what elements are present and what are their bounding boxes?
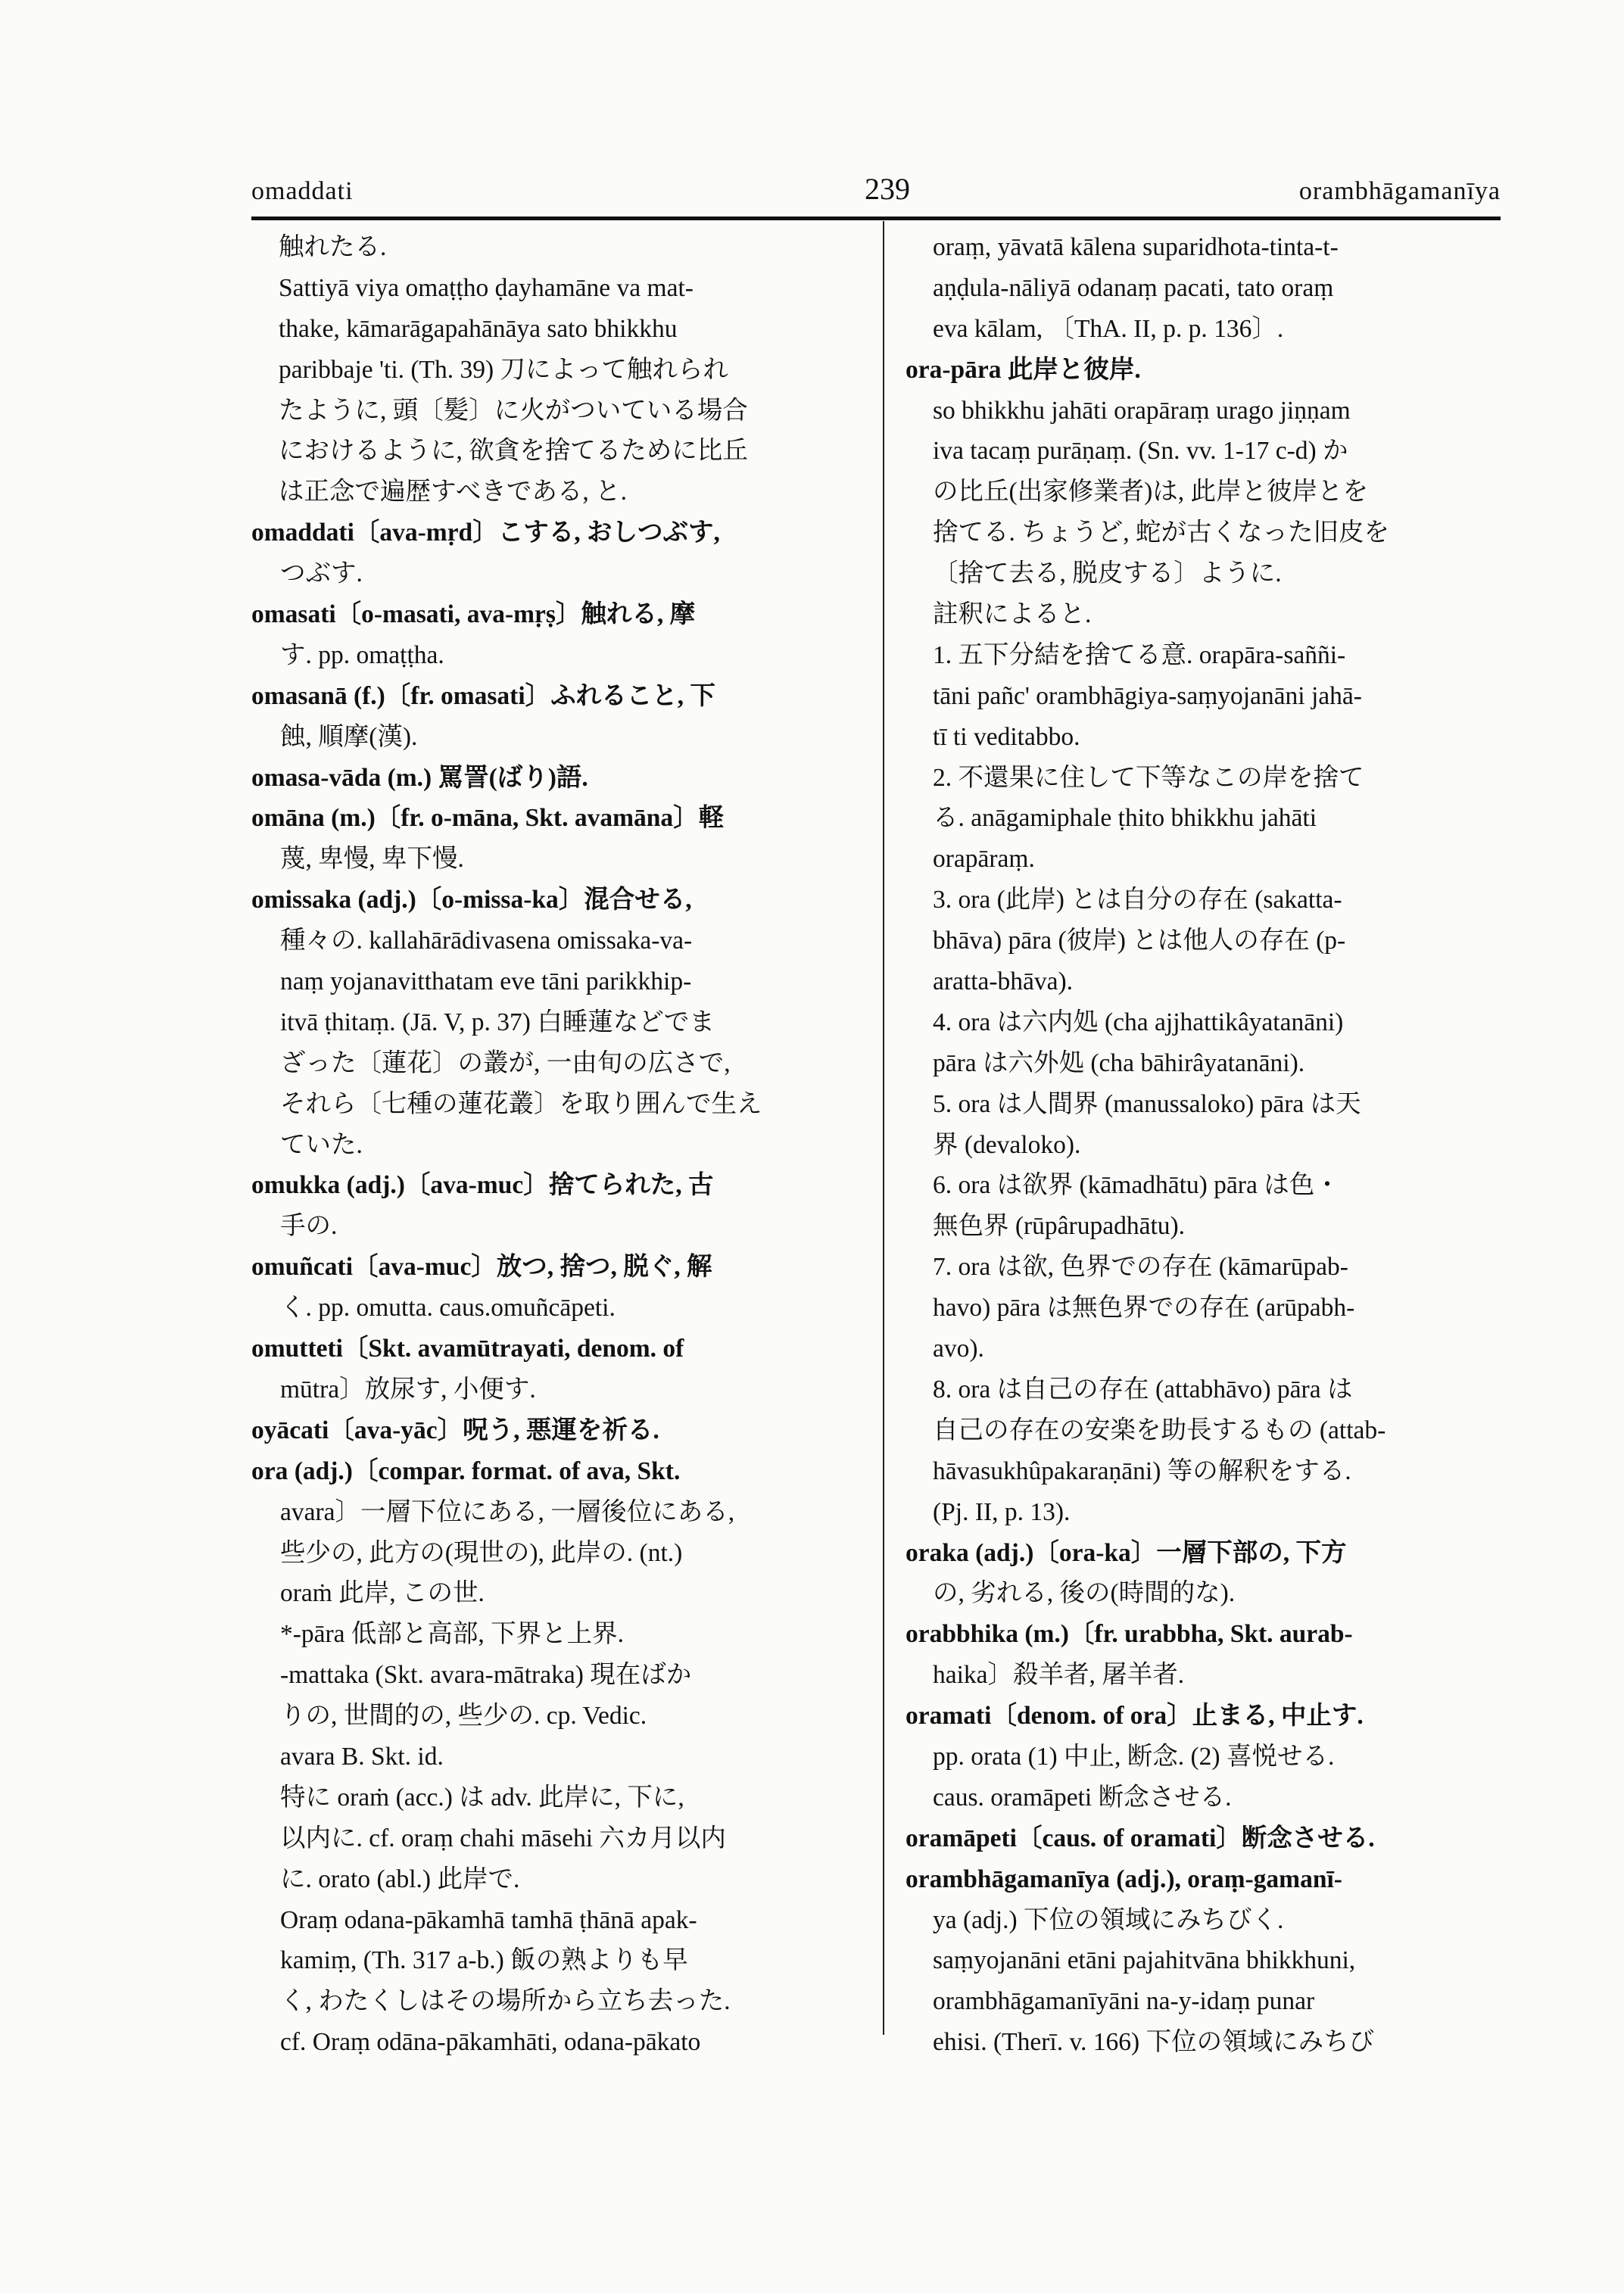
- entry-text-line: の, 劣れる, 後の(時間的な).: [933, 1579, 1236, 1608]
- left-running-headword: omaddati: [251, 177, 354, 205]
- entry-text-line: に. orato (abl.) 此岸で.: [280, 1865, 520, 1893]
- entry-text-line: cf. Oraṃ odāna-pākamhāti, odana-pākato: [280, 2028, 701, 2057]
- entry-text-line: 6. ora は欲界 (kāmadhātu) pāra は色・: [933, 1171, 1340, 1200]
- entry-headword-line: oramati〔denom. of ora〕止まる, 中止す.: [906, 1702, 1364, 1731]
- entry-headword-line: orambhāgamanīya (adj.), oraṃ-gamanī-: [906, 1865, 1342, 1893]
- entry-headword-line: omasa-vāda (m.) 罵詈(ばり)語.: [251, 763, 588, 792]
- column-divider: [883, 221, 884, 2035]
- right-running-headword: orambhāgamanīya: [1298, 177, 1501, 205]
- entry-text-line: caus. oramāpeti 断念させる.: [933, 1783, 1232, 1812]
- entry-headword-line: omukka (adj.)〔ava-muc〕捨てられた, 古: [251, 1171, 714, 1200]
- entry-text-line: 8. ora は自己の存在 (attabhāvo) pāra は: [933, 1375, 1353, 1404]
- page-number: 239: [865, 172, 910, 206]
- entry-headword-line: orabbhika (m.)〔fr. urabbha, Skt. aurab-: [906, 1620, 1353, 1649]
- entry-text-line: 註釈によると.: [933, 600, 1092, 629]
- entry-text-line: Oraṃ odana-pākamhā tamhā ṭhānā apak-: [280, 1905, 697, 1934]
- entry-headword-line: omuñcati〔ava-muc〕放つ, 捨つ, 脱ぐ, 解: [251, 1253, 712, 1282]
- entry-headword-line: ora-pāra 此岸と彼岸.: [906, 355, 1141, 384]
- right-column: [906, 227, 1501, 2063]
- entry-text-line: haika〕殺羊者, 屠羊者.: [933, 1661, 1185, 1690]
- entry-headword-line: omasanā (f.)〔fr. omasati〕ふれること, 下: [251, 681, 715, 710]
- entry-text-line: 捨てる. ちょうど, 蛇が古くなった旧皮を: [933, 519, 1389, 547]
- entry-text-line: thake, kāmarāgapahānāya sato bhikkhu: [279, 314, 678, 343]
- entry-headword-line: omissaka (adj.)〔o-missa-ka〕混合せる,: [251, 886, 692, 914]
- entry-text-line: pp. orata (1) 中止, 断念. (2) 喜悦せる.: [933, 1742, 1335, 1771]
- entry-text-line: 無色界 (rūpârupadhātu).: [933, 1212, 1186, 1241]
- left-column: [251, 227, 863, 2063]
- entry-text-line: 3. ora (此岸) とは自分の存在 (sakatta-: [933, 886, 1342, 914]
- entry-text-line: く. pp. omutta. caus.omuñcāpeti.: [280, 1294, 616, 1323]
- entry-headword-line: oraka (adj.)〔ora-ka〕一層下部の, 下方: [906, 1538, 1347, 1567]
- entry-text-line: つぶす.: [280, 559, 363, 588]
- entry-headword-line: oramāpeti〔caus. of oramati〕断念させる.: [906, 1824, 1375, 1852]
- entry-text-line: 自己の存在の安楽を助長するもの (attab-: [933, 1416, 1386, 1444]
- entry-text-line: 触れたる.: [279, 233, 387, 261]
- entry-text-line: ざった〔蓮花〕の叢が, 一由旬の広さで,: [280, 1048, 731, 1077]
- entry-text-line: paribbaje 'ti. (Th. 39) 刀によって触れられ: [279, 355, 729, 384]
- entry-text-line: aratta-bhāva).: [933, 967, 1074, 996]
- entry-text-line: so bhikkhu jahāti orapāraṃ urago jiṇṇam: [933, 396, 1351, 425]
- entry-headword-line: omāna (m.)〔fr. o-māna, Skt. avamāna〕軽: [251, 804, 725, 833]
- entry-text-line: orambhāgamanīyāni na-y-idaṃ punar: [933, 1987, 1315, 2016]
- entry-text-line: 手の.: [280, 1212, 338, 1241]
- entry-text-line: mūtra〕放尿す, 小便す.: [280, 1375, 536, 1404]
- entry-text-line: たように, 頭〔髪〕に火がついている場合: [279, 396, 748, 425]
- entry-headword-line: oyācati〔ava-yāc〕呪う, 悪運を祈る.: [251, 1416, 659, 1444]
- entry-text-line: bhāva) pāra (彼岸) とは他人の存在 (p-: [933, 927, 1346, 955]
- entry-text-line: aṇḍula-nāliyā odanaṃ pacati, tato oraṃ: [933, 273, 1334, 302]
- entry-text-line: 4. ora は六内処 (cha ajjhattikâyatanāni): [933, 1008, 1344, 1036]
- entry-text-line: 以内に. cf. oraṃ chahi māsehi 六カ月以内: [280, 1824, 726, 1852]
- entry-text-line: 些少の, 此方の(現世の), 此岸の. (nt.): [280, 1538, 683, 1567]
- entry-text-line: は正念で遍歴すべきである, と.: [279, 478, 627, 506]
- entry-text-line: 種々の. kallahārādivasena omissaka-va-: [280, 927, 693, 955]
- entry-text-line: kamiṃ, (Th. 317 a-b.) 飯の熟よりも早: [280, 1946, 688, 1975]
- entry-text-line: 蔑, 卑慢, 卑下慢.: [280, 845, 464, 874]
- entry-text-line: (Pj. II, p. 13).: [933, 1497, 1071, 1526]
- entry-text-line: ていた.: [280, 1130, 363, 1159]
- entry-headword-line: ora (adj.)〔compar. format. of ava, Skt.: [251, 1456, 681, 1485]
- entry-text-line: eva kālam, 〔ThA. II, p. p. 136〕.: [933, 314, 1284, 343]
- entry-text-line: 1. 五下分結を捨てる意. orapāra-saññi-: [933, 640, 1346, 669]
- entry-text-line: す. pp. omaṭṭha.: [280, 640, 444, 669]
- entry-text-line: oraṁ 此岸, この世.: [280, 1579, 485, 1608]
- entry-text-line: の比丘(出家修業者)は, 此岸と彼岸とを: [933, 478, 1369, 506]
- entry-text-line: 5. ora は人間界 (manussaloko) pāra は天: [933, 1089, 1361, 1118]
- entry-text-line: oraṃ, yāvatā kālena suparidhota-tinta-t-: [933, 233, 1339, 261]
- entry-text-line: iva tacaṃ purāṇaṃ. (Sn. vv. 1-17 c-d) か: [933, 437, 1348, 466]
- entry-text-line: く, わたくしはその場所から立ち去った.: [280, 1987, 731, 2016]
- entry-text-line: Sattiyā viya omaṭṭho ḍayhamāne va mat-: [279, 273, 694, 302]
- entry-text-line: avara B. Skt. id.: [280, 1742, 444, 1771]
- entry-text-line: 界 (devaloko).: [933, 1130, 1081, 1159]
- entry-text-line: pāra は六外処 (cha bāhirâyatanāni).: [933, 1048, 1305, 1077]
- entry-text-line: -mattaka (Skt. avara-mātraka) 現在ばか: [280, 1661, 692, 1690]
- entry-text-line: 蝕, 順摩(漢).: [280, 722, 418, 751]
- entry-text-line: 特に oraṁ (acc.) は adv. 此岸に, 下に,: [280, 1783, 684, 1812]
- entry-text-line: 〔捨て去る, 脱皮する〕ように.: [933, 559, 1282, 588]
- entry-text-line: りの, 世間的の, 些少の. cp. Vedic.: [280, 1702, 647, 1731]
- entry-text-line: avara〕一層下位にある, 一層後位にある,: [280, 1497, 735, 1526]
- entry-text-line: naṃ yojanavitthatam eve tāni parikkhip-: [280, 967, 692, 996]
- entry-text-line: る. anāgamiphale ṭhito bhikkhu jahāti: [933, 804, 1317, 833]
- entry-text-line: *-pāra 低部と高部, 下界と上界.: [280, 1620, 625, 1649]
- entry-text-line: itvā ṭhitaṃ. (Jā. V, p. 37) 白睡蓮などでま: [280, 1008, 715, 1036]
- entry-text-line: 7. ora は欲, 色界での存在 (kāmarūpab-: [933, 1253, 1348, 1282]
- entry-text-line: ya (adj.) 下位の領域にみちびく.: [933, 1905, 1284, 1934]
- running-header: [251, 171, 1501, 217]
- entry-text-line: におけるように, 欲貪を捨てるために比丘: [279, 437, 748, 466]
- entry-headword-line: omasati〔o-masati, ava-mṛṣ〕触れる, 摩: [251, 600, 696, 629]
- entry-headword-line: omutteti〔Skt. avamūtrayati, denom. of: [251, 1335, 684, 1363]
- entry-text-line: orapāraṃ.: [933, 845, 1035, 874]
- entry-headword-line: omaddati〔ava-mṛd〕こする, おしつぶす,: [251, 519, 720, 547]
- header-rule: [251, 217, 1501, 220]
- entry-text-line: ehisi. (Therī. v. 166) 下位の領域にみちび: [933, 2028, 1375, 2057]
- entry-text-line: avo).: [933, 1335, 984, 1363]
- entry-text-line: hāvasukhûpakaraṇāni) 等の解釈をする.: [933, 1456, 1351, 1485]
- entry-text-line: saṃyojanāni etāni pajahitvāna bhikkhuni,: [933, 1946, 1356, 1975]
- entry-text-line: havo) pāra は無色界での存在 (arūpabh-: [933, 1294, 1355, 1323]
- entry-text-line: それら〔七種の蓮花叢〕を取り囲んで生え: [280, 1089, 762, 1118]
- entry-text-line: 2. 不還果に住して下等なこの岸を捨て: [933, 763, 1364, 792]
- entry-text-line: tāni pañc' orambhāgiya-saṃyojanāni jahā-: [933, 681, 1362, 710]
- entry-text-line: tī ti veditabbo.: [933, 722, 1080, 751]
